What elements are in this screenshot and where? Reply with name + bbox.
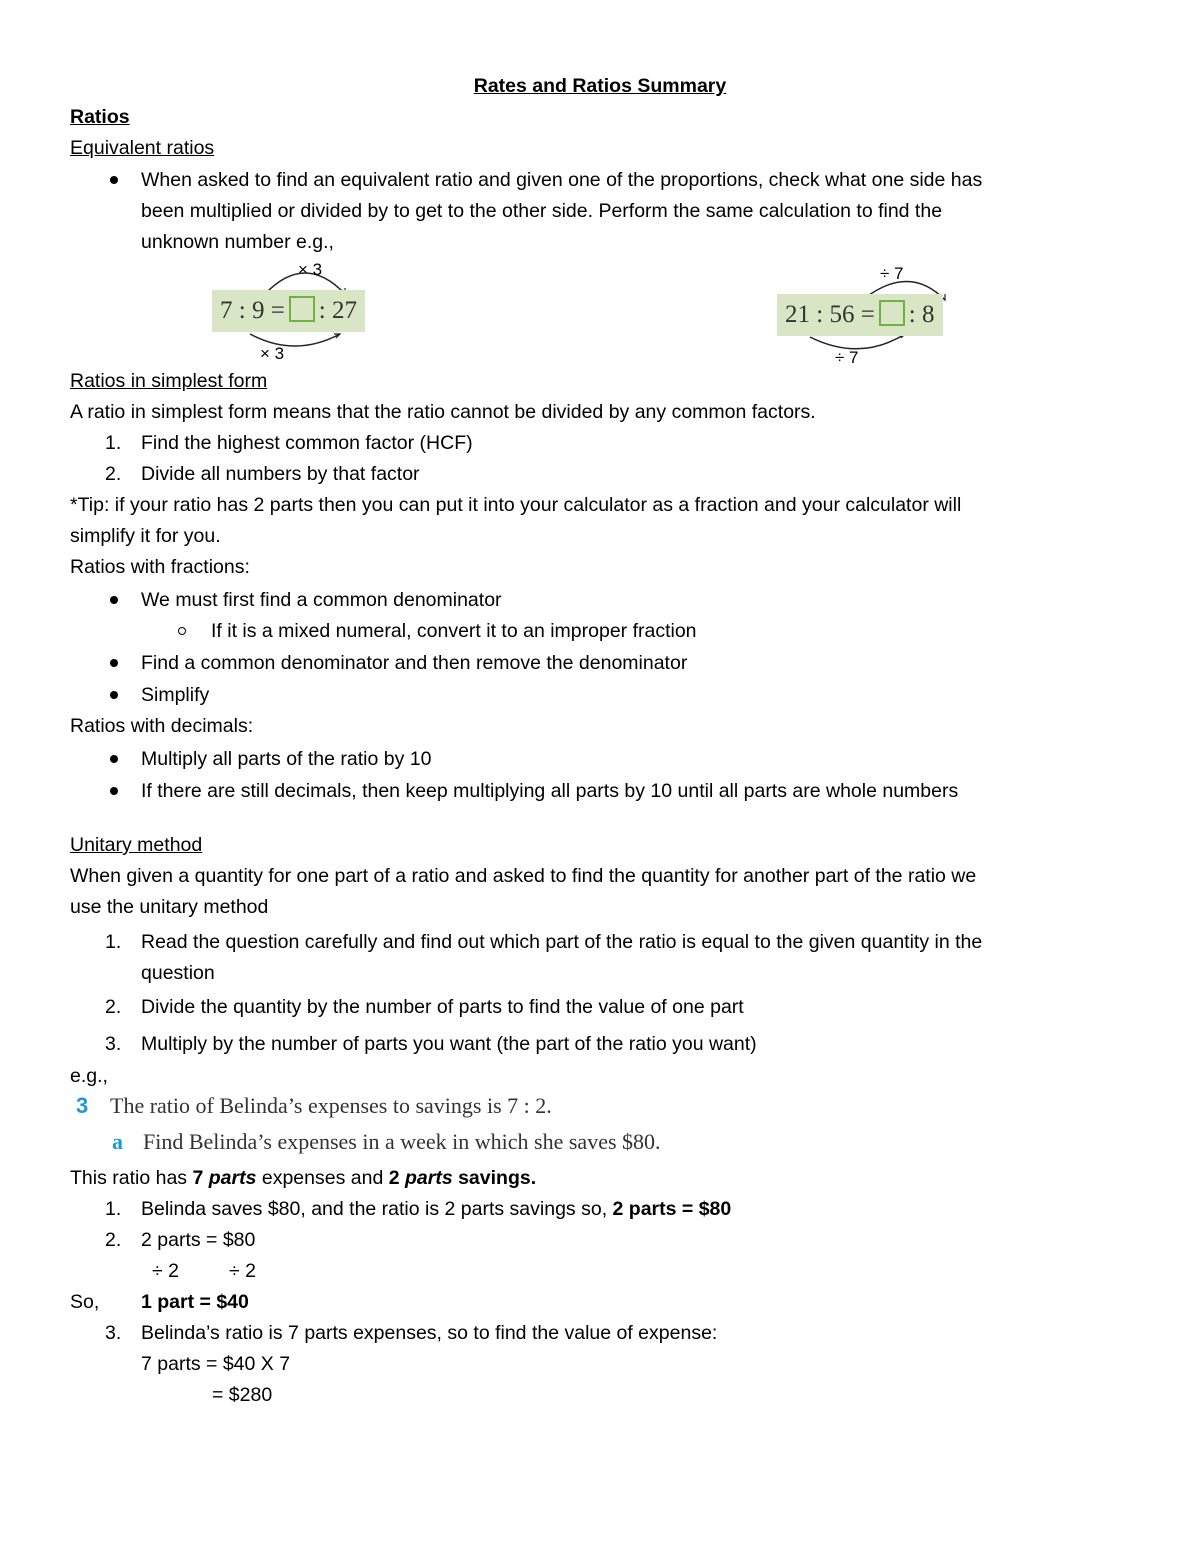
example-2-equation bbox=[777, 294, 943, 336]
eg-label: e.g., bbox=[70, 1065, 108, 1087]
calc-line-1: 7 parts = $40 X 7 bbox=[141, 1353, 291, 1375]
page-title: Rates and Ratios Summary bbox=[473, 75, 727, 97]
work-step-3: Belinda’s ratio is 7 parts expenses, so to find the value of expense: bbox=[141, 1322, 718, 1344]
work-step-2: 2 parts = $80 bbox=[141, 1229, 256, 1251]
divide-right: ÷ 2 bbox=[229, 1260, 256, 1282]
decimals-bullet-2: If there are still decimals, then keep multiplying all parts by 10 until all parts are whole numbers bbox=[141, 780, 959, 802]
unitary-intro-line-1: When given a quantity for one part of a ratio and asked to find the quantity for another part of the ratio we bbox=[70, 865, 977, 887]
so-label: So, bbox=[70, 1291, 100, 1313]
example-1-top-label: × 3 bbox=[298, 260, 323, 279]
decimals-heading: Ratios with decimals: bbox=[70, 715, 254, 737]
step-number: 1. bbox=[105, 432, 122, 454]
unitary-step-2: Divide the quantity by the number of parts to find the value of one part bbox=[141, 996, 744, 1018]
example-2-top-label: ÷ 7 bbox=[880, 264, 904, 283]
equivalent-bullet-line-1: When asked to find an equivalent ratio and given one of the proportions, check what one side has bbox=[141, 169, 983, 191]
equivalent-ratio-example-2 bbox=[775, 262, 975, 372]
explain-mid: expenses and bbox=[256, 1167, 389, 1189]
answer-box bbox=[289, 296, 315, 322]
question-part-text: Find Belinda’s expenses in a week in which she saves $80. bbox=[143, 1129, 661, 1154]
bullet bbox=[110, 176, 118, 184]
tip-line-1: *Tip: if your ratio has 2 parts then you can put it into your calculator as a fraction and your calculator will bbox=[70, 494, 962, 516]
fractions-bullet-3: Simplify bbox=[141, 684, 210, 706]
unitary-heading: Unitary method bbox=[70, 834, 203, 856]
simplest-step-2: Divide all numbers by that factor bbox=[141, 463, 420, 485]
explain-n1: 7 bbox=[192, 1167, 204, 1189]
fractions-heading: Ratios with fractions: bbox=[70, 556, 250, 578]
equivalent-bullet-line-3: unknown number e.g., bbox=[141, 231, 334, 253]
tip-line-2: simplify it for you. bbox=[70, 525, 221, 547]
explain-n2: 2 bbox=[388, 1167, 400, 1189]
example-1-right: : 27 bbox=[318, 297, 357, 324]
work-step-1-text: Belinda saves $80, and the ratio is 2 parts savings so, bbox=[141, 1198, 613, 1220]
step-number: 3. bbox=[105, 1322, 122, 1344]
example-1-equation bbox=[212, 290, 365, 332]
simplest-form-heading: Ratios in simplest form bbox=[70, 370, 268, 392]
bullet bbox=[110, 755, 118, 763]
calc-line-2: = $280 bbox=[212, 1384, 273, 1406]
sub-bullet bbox=[178, 627, 186, 635]
step-number: 1. bbox=[105, 1198, 122, 1220]
step-number: 2. bbox=[105, 1229, 122, 1251]
explain-parts-1: parts bbox=[208, 1167, 257, 1189]
equivalent-ratios-heading: Equivalent ratios bbox=[70, 137, 215, 159]
fractions-bullet-2: Find a common denominator and then remove the denominator bbox=[141, 652, 688, 674]
question-number: 3 bbox=[76, 1093, 89, 1118]
unitary-step-1-line-2: question bbox=[141, 962, 215, 984]
fractions-bullet-1: We must first find a common denominator bbox=[141, 589, 502, 611]
work-step-1 bbox=[141, 1197, 731, 1221]
decimals-bullet-1: Multiply all parts of the ratio by 10 bbox=[141, 748, 432, 770]
step-number: 3. bbox=[105, 1033, 122, 1055]
explain-parts-2: parts bbox=[404, 1167, 453, 1189]
example-2-right: : 8 bbox=[908, 301, 935, 328]
ratios-heading: Ratios bbox=[70, 106, 130, 128]
bullet bbox=[110, 787, 118, 795]
equivalent-ratio-example-1 bbox=[210, 258, 410, 368]
one-part-result: 1 part = $40 bbox=[141, 1291, 249, 1313]
step-number: 1. bbox=[105, 931, 122, 953]
question-text: The ratio of Belinda’s expenses to savings is 7 : 2. bbox=[110, 1093, 552, 1118]
bullet bbox=[110, 691, 118, 699]
answer-box bbox=[879, 300, 905, 326]
explain-end: savings. bbox=[452, 1167, 537, 1189]
example-1-left: 7 : 9 = bbox=[220, 297, 285, 324]
bullet bbox=[110, 659, 118, 667]
example-2-left: 21 : 56 = bbox=[785, 301, 875, 328]
question-part-letter: a bbox=[112, 1129, 123, 1154]
step-number: 2. bbox=[105, 996, 122, 1018]
example-1-bottom-label: × 3 bbox=[260, 344, 285, 363]
unitary-step-1-line-1: Read the question carefully and find out which part of the ratio is equal to the given quantity in the bbox=[141, 931, 983, 953]
work-step-1-bold: 2 parts = $80 bbox=[612, 1198, 732, 1220]
step-number: 2. bbox=[105, 463, 122, 485]
unitary-intro-line-2: use the unitary method bbox=[70, 896, 269, 918]
bullet bbox=[110, 596, 118, 604]
simplest-form-intro: A ratio in simplest form means that the ratio cannot be divided by any common factors. bbox=[70, 401, 816, 423]
explain-pre: This ratio has bbox=[70, 1167, 193, 1189]
simplest-step-1: Find the highest common factor (HCF) bbox=[141, 432, 473, 454]
divide-left: ÷ 2 bbox=[152, 1260, 179, 1282]
unitary-step-3: Multiply by the number of parts you want (the part of the ratio you want) bbox=[141, 1033, 757, 1055]
equivalent-bullet-line-2: been multiplied or divided by to get to the other side. Perform the same calculation to find the bbox=[141, 200, 943, 222]
example-2-bottom-label: ÷ 7 bbox=[835, 348, 859, 367]
ratio-explanation bbox=[70, 1166, 536, 1190]
fractions-sub-bullet: If it is a mixed numeral, convert it to an improper fraction bbox=[211, 620, 697, 642]
